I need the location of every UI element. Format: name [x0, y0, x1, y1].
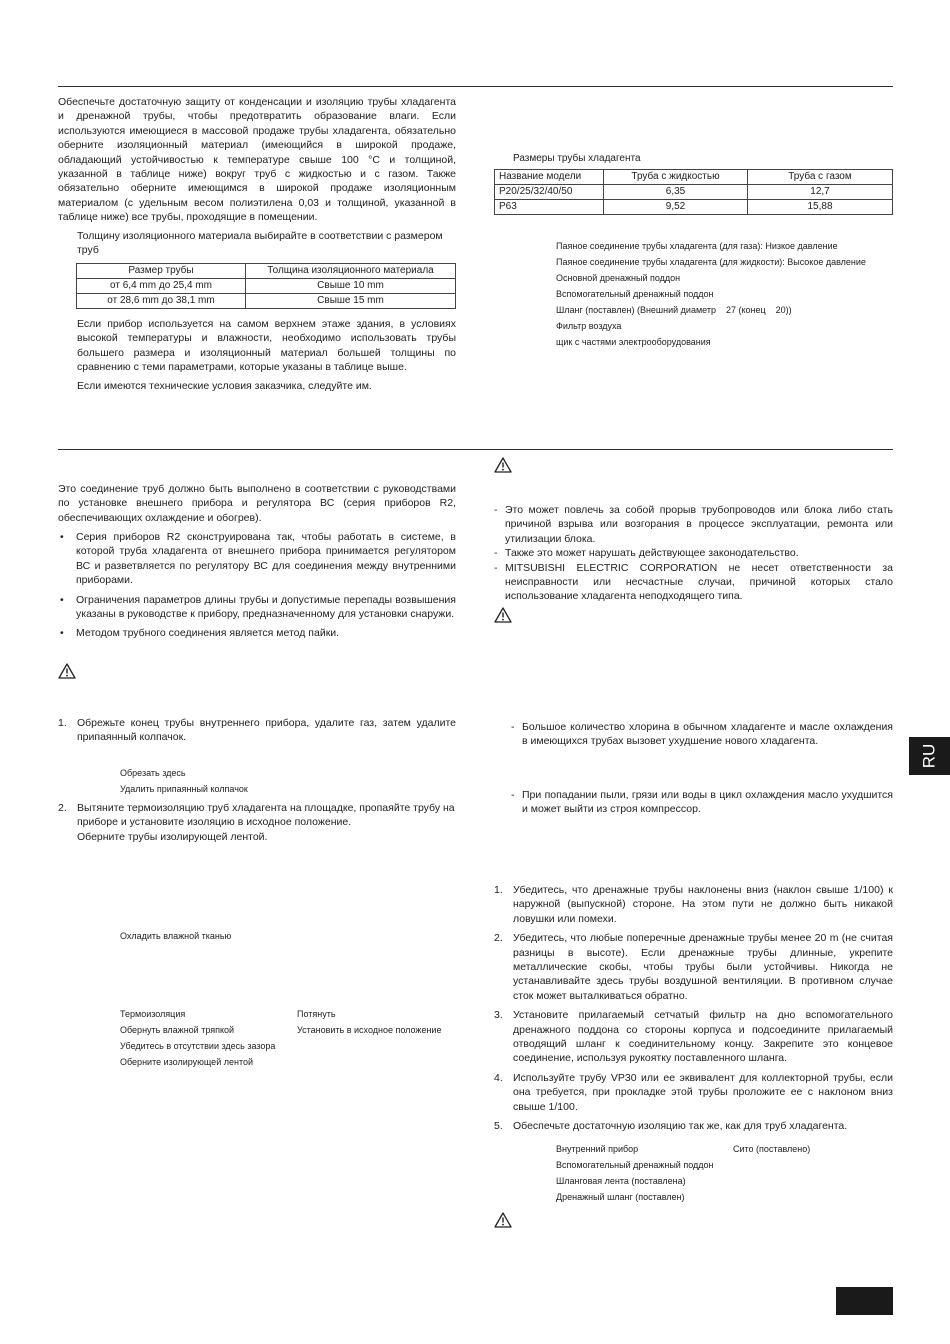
- list-item: [494, 1119, 893, 1133]
- diagram-label: щик с частями электрооборудования: [556, 337, 711, 347]
- warning-triangle-icon: [494, 457, 512, 473]
- insulation-figure-labels-left: [120, 1006, 275, 1070]
- diagram-label: Фильтр воздуха: [556, 321, 622, 331]
- pipe-size-table: [494, 169, 893, 215]
- step-number: 2.: [58, 802, 67, 814]
- drain-steps: [494, 883, 893, 1139]
- thickness-paragraph: Толщину изоляционного материала выбирайте в соответствии с размером труб: [77, 230, 443, 257]
- step-number: 4.: [494, 1071, 503, 1084]
- table-cell: P63: [495, 200, 604, 215]
- step-number: 1.: [494, 884, 503, 896]
- diagram-label: Шланговая лента (поставлена): [556, 1176, 686, 1186]
- list-item: - Также это может нарушать действующее законодательство.: [494, 546, 893, 560]
- drain-figure-labels-left: [556, 1141, 714, 1205]
- warning-triangle-icon: [58, 663, 76, 679]
- table-row: [77, 279, 456, 294]
- insulation-paragraph: Обеспечьте достаточную защиту от конденсации и изоляцию трубы хладагента и дренажной трубы, чтобы предотвратить образование влаги. Если используются имеющиеся в массовой продаже трубы хладагента, обязательно оберните изоляционный материал (имеющийся в широкой продаже, обладающий устойчивостью к температуре свыше 100 °C и толщиной, указанной в таблице ниже) вокруг труб с жидкостью и с газом. Также обязательно оберните имеющимся в широкой продаже изоляционным материалом (с удельным весом полиэтилена 0,03 и толщиной, указанной в таблице ниже) все трубы, проходящие в помещении.: [58, 96, 456, 224]
- step-text: Обеспечьте достаточную изоляцию так же, как для труб хладагента.: [513, 1120, 848, 1133]
- list-item: • Методом трубного соединения является метод пайки.: [58, 626, 456, 640]
- diagram-label: Установить в исходное положение: [297, 1025, 442, 1035]
- cool-figure-label: [120, 928, 231, 944]
- table-header-cell: Труба с жидкостью: [604, 170, 748, 185]
- list-item: [494, 883, 893, 926]
- table-cell: 9,52: [604, 200, 748, 215]
- customer-spec-paragraph: Если имеются технические условия заказчика, следуйте им.: [77, 380, 372, 392]
- table-cell: Свыше 15 mm: [246, 294, 456, 309]
- page-number-box: [836, 1287, 893, 1315]
- language-tab: [909, 737, 950, 775]
- list-item: • Серия приборов R2 сконструирована так, чтобы работать в системе, в которой труба хладагента от внешнего прибора принимается регулятором ВС и разветвляется по регулятору ВС для соединения между внутренними приборами.: [58, 530, 456, 588]
- table-cell: Свыше 10 mm: [246, 279, 456, 294]
- dust-note: [511, 788, 893, 817]
- list-item: - Большое количество хлорина в обычном хладагенте и масле охлаждения в имеющихся трубах вызовет ухудшение нового хладагента.: [511, 720, 893, 749]
- step-number: 5.: [494, 1120, 503, 1133]
- chlorine-note: [511, 720, 893, 749]
- step-text: Обрежьте конец трубы внутреннего прибора, удалите газ, затем удалите припаянный колпачок.: [77, 717, 456, 744]
- list-item: [58, 801, 456, 844]
- connection-bullets: [58, 530, 456, 646]
- refrigerant-warning-list: [494, 503, 893, 604]
- diagram-label: Шланг (поставлен) (Внешний диаметр 27 (конец 20)): [556, 305, 792, 315]
- list-item: [58, 716, 456, 745]
- table-cell: 15,88: [748, 200, 893, 215]
- step-text: Установите прилагаемый сетчатый фильтр на дно вспомогательного дренажного поддона со стороны корпуса и подсоедините прилагаемый отводящий шланг к соединительному концу. Закрепите это концевое соединение, используя рукоятку поставленного шланга.: [513, 1009, 893, 1065]
- list-item: • Ограничения параметров длины трубы и допустимые перепады возвышения указаны в руководстве к прибору, предназначенному для установки снаружи.: [58, 593, 456, 622]
- step-text: Используйте трубу VP30 или ее эквивалент для коллекторной трубы, если она требуется, при прокладке этой трубы проложите ее с наклоном вниз свыше 1/100.: [513, 1071, 893, 1113]
- diagram-label: Охладить влажной тканью: [120, 931, 232, 941]
- cut-figure-labels: [120, 765, 248, 797]
- list-item: - Это может повлечь за собой прорыв трубопроводов или блока либо стать причиной взрыва или возгорания в процессе эксплуатации, ремонта или утилизации блока.: [494, 503, 893, 546]
- table-row: [77, 294, 456, 309]
- list-item: - MITSUBISHI ELECTRIC CORPORATION не несет ответственности за неисправности или несчастные случаи, причиной которых стало использование хладагента неподходящего типа.: [494, 561, 893, 604]
- top-rule: [58, 86, 893, 87]
- table-cell: 12,7: [748, 185, 893, 200]
- table-header-cell: Название модели: [495, 170, 604, 185]
- step-text: Убедитесь, что любые поперечные дренажные трубы менее 20 m (не считая разницы в высоте). Если дренажные трубы длинные, укрепите металлические скобы, чтобы трубы были устойчивы. Никогда не устанавливайте здесь трубы воздушной вентиляции. В противном случае сток может выталкиваться обратно.: [513, 932, 893, 1002]
- diagram-label: Обрезать здесь: [120, 768, 186, 778]
- diagram-label: Сито (поставлено): [733, 1144, 811, 1154]
- table-header-row: [495, 170, 893, 185]
- diagram-label: Вспомогательный дренажный поддон: [556, 1160, 714, 1170]
- step-text: Оберните трубы изолирующей лентой.: [77, 830, 268, 843]
- middle-rule: [58, 449, 893, 450]
- pipe-size-caption: Размеры трубы хладагента: [513, 153, 641, 164]
- step-number: 2.: [494, 932, 503, 945]
- insulation-figure-labels-right: [297, 1006, 441, 1038]
- table-header-cell: Труба с газом: [748, 170, 893, 185]
- diagram-label: Термоизоляция: [120, 1009, 186, 1019]
- table-row: [495, 185, 893, 200]
- list-item: - При попадании пыли, грязи или воды в цикл охлаждения масло ухудшится и может выйти из строя компрессор.: [511, 788, 893, 817]
- steps-left-1: [58, 716, 456, 750]
- diagram-label: Обернуть влажной тряпкой: [120, 1025, 235, 1035]
- step-text: Вытяните термоизоляцию труб хладагента на площадке, пропаяйте трубу на приборе и установите изоляцию в исходное положение.: [77, 802, 455, 829]
- drain-figure-label-right: [733, 1141, 810, 1157]
- warning-triangle-icon: [494, 1212, 512, 1228]
- connection-paragraph: Это соединение труб должно быть выполнено в соответствии с руководствами по установке внешнего прибора и регулятора ВС (серия приборов R2, обеспечивающих охлаждение и обогрев).: [58, 483, 456, 524]
- table-row: [495, 200, 893, 215]
- insulation-table: [76, 263, 456, 309]
- diagram-label: Удалить припаянный колпачок: [120, 784, 248, 794]
- table-cell: 6,35: [604, 185, 748, 200]
- warning-triangle-icon: [494, 607, 512, 623]
- table-cell: от 6,4 mm до 25,4 mm: [77, 279, 246, 294]
- table-cell: от 28,6 mm до 38,1 mm: [77, 294, 246, 309]
- step-number: 3.: [494, 1009, 503, 1022]
- step-text: Убедитесь, что дренажные трубы наклонены вниз (наклон свыше 1/100) к наружной (выпускной) стороне. На этом пути не должно быть никакой ловушки или помехи.: [513, 884, 893, 925]
- diagram-label: Основной дренажный поддон: [556, 273, 681, 283]
- table-cell: P20/25/32/40/50: [495, 185, 604, 200]
- table-header-cell: Размер трубы: [77, 264, 246, 279]
- table-header-row: [77, 264, 456, 279]
- diagram-label: Потянуть: [297, 1009, 336, 1019]
- diagram-label: Убедитесь в отсутствии здесь зазора: [120, 1041, 276, 1051]
- table-header-cell: Толщина изоляционного материала: [246, 264, 456, 279]
- unit-diagram-labels: [556, 238, 896, 350]
- list-item: [494, 1071, 893, 1114]
- steps-left-2: [58, 801, 456, 849]
- diagram-label: Внутренний прибор: [556, 1144, 639, 1154]
- step-number: 1.: [58, 717, 67, 729]
- diagram-label: Оберните изолирующей лентой: [120, 1057, 254, 1067]
- diagram-label: Паяное соединение трубы хладагента (для жидкости): Высокое давление: [556, 257, 866, 267]
- diagram-label: Дренажный шланг (поставлен): [556, 1192, 685, 1202]
- top-floor-paragraph: Если прибор используется на самом верхнем этаже здания, в условиях высокой температуры и влажности, необходимо использовать трубы большего размера и изоляционный материал большей толщины по сравнению с теми параметрами, которые указаны в таблице выше.: [77, 318, 456, 374]
- diagram-label: Вспомогательный дренажный поддон: [556, 289, 714, 299]
- list-item: [494, 931, 893, 1003]
- list-item: [494, 1008, 893, 1066]
- language-tab-label: RU: [919, 743, 939, 769]
- diagram-label: Паяное соединение трубы хладагента (для газа): Низкое давление: [556, 241, 838, 251]
